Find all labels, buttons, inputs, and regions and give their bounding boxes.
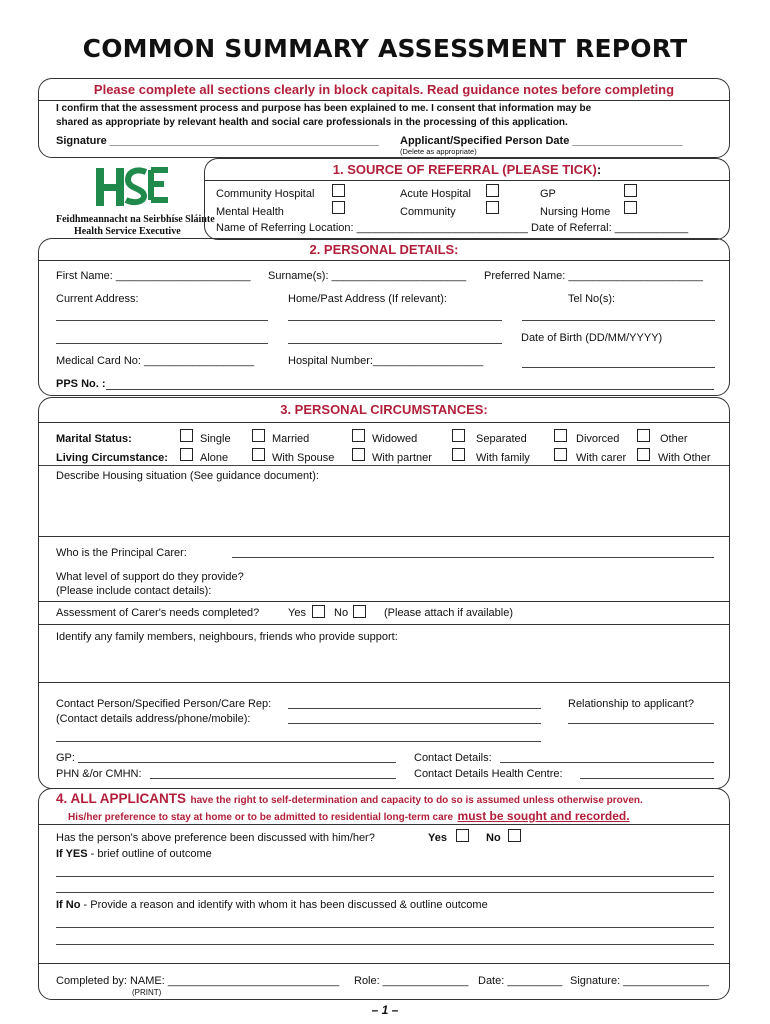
checkbox-with-spouse[interactable]: [252, 448, 265, 461]
checkbox-separated[interactable]: [452, 429, 465, 442]
section4-header-title: 4. ALL APPLICANTS: [56, 791, 187, 806]
section4-line2: [68, 807, 630, 825]
option-widowed: Widowed: [372, 433, 418, 445]
gp-contact-details-label: Contact Details:: [414, 752, 492, 764]
intro-heading: Please complete all sections clearly in block capitals. Read guidance notes before completing: [93, 82, 675, 97]
consent-text-1: I confirm that the assessment process and purpose has been explained to me. I consent that information may be: [56, 103, 592, 114]
option-single: Single: [200, 433, 231, 445]
home-address-line-2[interactable]: [288, 343, 502, 344]
surname-field[interactable]: Surname(s): ______________________: [268, 270, 467, 282]
divider: [39, 963, 729, 964]
referring-location-field[interactable]: Name of Referring Location: ____________________________ Date of Referral: ____________: [216, 222, 689, 234]
home-address-label: Home/Past Address (If relevant):: [288, 293, 447, 305]
gp-line[interactable]: [78, 762, 396, 763]
checkbox-discussed-yes[interactable]: [456, 829, 469, 842]
option-separated: Separated: [476, 433, 527, 445]
divider: [39, 682, 729, 683]
consent-text-2: shared as appropriate by relevant health and social care professionals in the processing of this application.: [56, 117, 568, 128]
hse-logo-icon: [56, 162, 196, 217]
checkbox-mental-health[interactable]: [332, 201, 345, 214]
checkbox-community-hospital[interactable]: [332, 184, 345, 197]
if-yes-line-2[interactable]: [56, 892, 714, 893]
discussed-no-label: No: [486, 832, 501, 844]
principal-carer-line[interactable]: [232, 557, 714, 558]
divider: [39, 824, 729, 825]
option-with-carer: With carer: [576, 452, 627, 464]
checkbox-other[interactable]: [637, 429, 650, 442]
option-gp: GP: [540, 188, 556, 200]
divider: [39, 422, 729, 423]
section1-header-text: 1. SOURCE OF REFERRAL (PLEASE TICK): [332, 162, 597, 177]
option-other: Other: [660, 433, 688, 445]
section4-must-text: must be sought and recorded.: [457, 809, 630, 823]
completed-signature-field[interactable]: Signature: ______________: [570, 975, 709, 987]
contact-details-line-2[interactable]: [56, 741, 541, 742]
section4-line2-text: His/her preference to stay at home or to be admitted to residential long-term care: [68, 812, 454, 823]
signature-field[interactable]: Signature ____________________________________________: [56, 135, 379, 147]
checkbox-acute-hospital[interactable]: [486, 184, 499, 197]
delete-note: (Delete as appropriate): [400, 147, 477, 156]
checkbox-with-family[interactable]: [452, 448, 465, 461]
home-address-line-1[interactable]: [288, 320, 502, 321]
page-title: COMMON SUMMARY ASSESSMENT REPORT: [82, 34, 688, 63]
checkbox-with-other[interactable]: [637, 448, 650, 461]
if-yes-label: [56, 848, 212, 860]
logo-english-name: Health Service Executive: [74, 226, 181, 237]
checkbox-community[interactable]: [486, 201, 499, 214]
applicant-date-field[interactable]: Applicant/Specified Person Date __________________: [400, 135, 683, 147]
section1-header: [204, 162, 730, 177]
if-yes-bold: If YES: [56, 848, 88, 860]
option-nursing-home: Nursing Home: [540, 206, 611, 218]
carer-assessment-label: Assessment of Carer's needs completed?: [56, 607, 260, 619]
current-address-line-2[interactable]: [56, 343, 268, 344]
gp-contact-details-line[interactable]: [500, 762, 714, 763]
current-address-line-1[interactable]: [56, 320, 268, 321]
checkbox-with-carer[interactable]: [554, 448, 567, 461]
divider: [39, 601, 729, 602]
role-field[interactable]: Role: ______________: [354, 975, 469, 987]
first-name-field[interactable]: First Name: ______________________: [56, 270, 251, 282]
option-community-hospital: Community Hospital: [216, 188, 315, 200]
option-with-partner: With partner: [372, 452, 432, 464]
option-divorced: Divorced: [576, 433, 620, 445]
contact-details-line-1[interactable]: [288, 723, 541, 724]
housing-vert-divider: [39, 465, 729, 466]
carer-assessment-yes-label: Yes: [288, 607, 306, 619]
checkbox-with-partner[interactable]: [352, 448, 365, 461]
section2-header: 2. PERSONAL DETAILS:: [309, 242, 459, 257]
checkbox-carer-assessment-yes[interactable]: [312, 605, 325, 618]
option-married: Married: [272, 433, 310, 445]
option-alone: Alone: [200, 452, 229, 464]
current-address-label: Current Address:: [56, 293, 139, 305]
if-no-line-1[interactable]: [56, 927, 714, 928]
if-yes-rest: - brief outline of outcome: [90, 848, 212, 860]
discussed-question: Has the person's above preference been discussed with him/her?: [56, 832, 375, 844]
tel-label: Tel No(s):: [568, 293, 616, 305]
attach-note: (Please attach if available): [384, 607, 514, 619]
checkbox-carer-assessment-no[interactable]: [353, 605, 366, 618]
checkbox-married[interactable]: [252, 429, 265, 442]
divider: [39, 260, 729, 261]
marital-status-label: Marital Status:: [56, 433, 132, 445]
print-note: (PRINT): [132, 988, 162, 997]
contact-person-label: Contact Person/Specified Person/Care Rep:: [56, 698, 272, 710]
checkbox-nursing-home[interactable]: [624, 201, 637, 214]
health-centre-line[interactable]: [580, 778, 714, 779]
section4-header-rest: have the right to self-determination and capacity to do so is assumed unless otherwise proven.: [190, 795, 643, 806]
housing-label: Describe Housing situation (See guidance document):: [56, 470, 319, 482]
carer-assessment-no-label: No: [334, 607, 349, 619]
section3-header: 3. PERSONAL CIRCUMSTANCES:: [280, 402, 488, 417]
pps-line[interactable]: [106, 389, 714, 390]
if-no-bold: If No: [56, 899, 81, 911]
pps-label: PPS No. :: [56, 378, 106, 390]
principal-carer-label: Who is the Principal Carer:: [56, 547, 187, 559]
checkbox-divorced[interactable]: [554, 429, 567, 442]
section2-box: [38, 238, 730, 396]
option-acute-hospital: Acute Hospital: [400, 188, 471, 200]
living-circumstance-label: Living Circumstance:: [56, 452, 168, 464]
dob-label: Date of Birth (DD/MM/YYYY): [521, 332, 663, 344]
dob-line[interactable]: [522, 367, 715, 368]
divider: [205, 180, 729, 181]
if-no-rest: - Provide a reason and identify with whom it has been discussed & outline outcome: [83, 899, 488, 911]
logo-irish-name: Feidhmeannacht na Seirbhíse Sláinte: [56, 214, 215, 225]
support-question-1: What level of support do they provide?: [56, 571, 244, 583]
relationship-label: Relationship to applicant?: [568, 698, 694, 710]
if-no-label: [56, 899, 488, 911]
preferred-name-field[interactable]: Preferred Name: ______________________: [484, 270, 703, 282]
tel-line[interactable]: [522, 320, 715, 321]
phn-line[interactable]: [150, 778, 396, 779]
page-number: – 1 –: [371, 1003, 399, 1017]
option-with-family: With family: [476, 452, 530, 464]
checkbox-single[interactable]: [180, 429, 193, 442]
section1-header-colon: :: [596, 162, 602, 177]
divider: [39, 536, 729, 537]
family-support-label: Identify any family members, neighbours, friends who provide support:: [56, 631, 398, 643]
contact-person-line[interactable]: [288, 708, 541, 709]
if-no-line-2[interactable]: [56, 944, 714, 945]
health-centre-label: Contact Details Health Centre:: [414, 768, 563, 780]
section4-header: [56, 790, 643, 808]
date-field[interactable]: Date: _________: [478, 975, 563, 987]
option-with-other: With Other: [658, 452, 711, 464]
if-yes-line-1[interactable]: [56, 876, 714, 877]
divider: [39, 624, 729, 625]
option-with-spouse: With Spouse: [272, 452, 335, 464]
hse-logo: [56, 162, 215, 242]
completed-by-name-field[interactable]: Completed by: NAME: ____________________________: [56, 975, 340, 987]
phn-label: PHN &/or CMHN:: [56, 768, 142, 780]
checkbox-widowed[interactable]: [352, 429, 365, 442]
checkbox-alone[interactable]: [180, 448, 193, 461]
medical-card-field[interactable]: Medical Card No: __________________: [56, 355, 255, 367]
hospital-number-field[interactable]: Hospital Number:__________________: [288, 355, 484, 367]
relationship-line[interactable]: [568, 723, 714, 724]
gp-label: GP:: [56, 752, 75, 764]
checkbox-gp[interactable]: [624, 184, 637, 197]
option-mental-health: Mental Health: [216, 206, 284, 218]
contact-details-label: (Contact details address/phone/mobile):: [56, 713, 251, 725]
discussed-yes-label: Yes: [428, 832, 447, 844]
option-community: Community: [400, 206, 456, 218]
divider: [39, 100, 729, 101]
checkbox-discussed-no[interactable]: [508, 829, 521, 842]
support-question-2: (Please include contact details):: [56, 585, 212, 597]
